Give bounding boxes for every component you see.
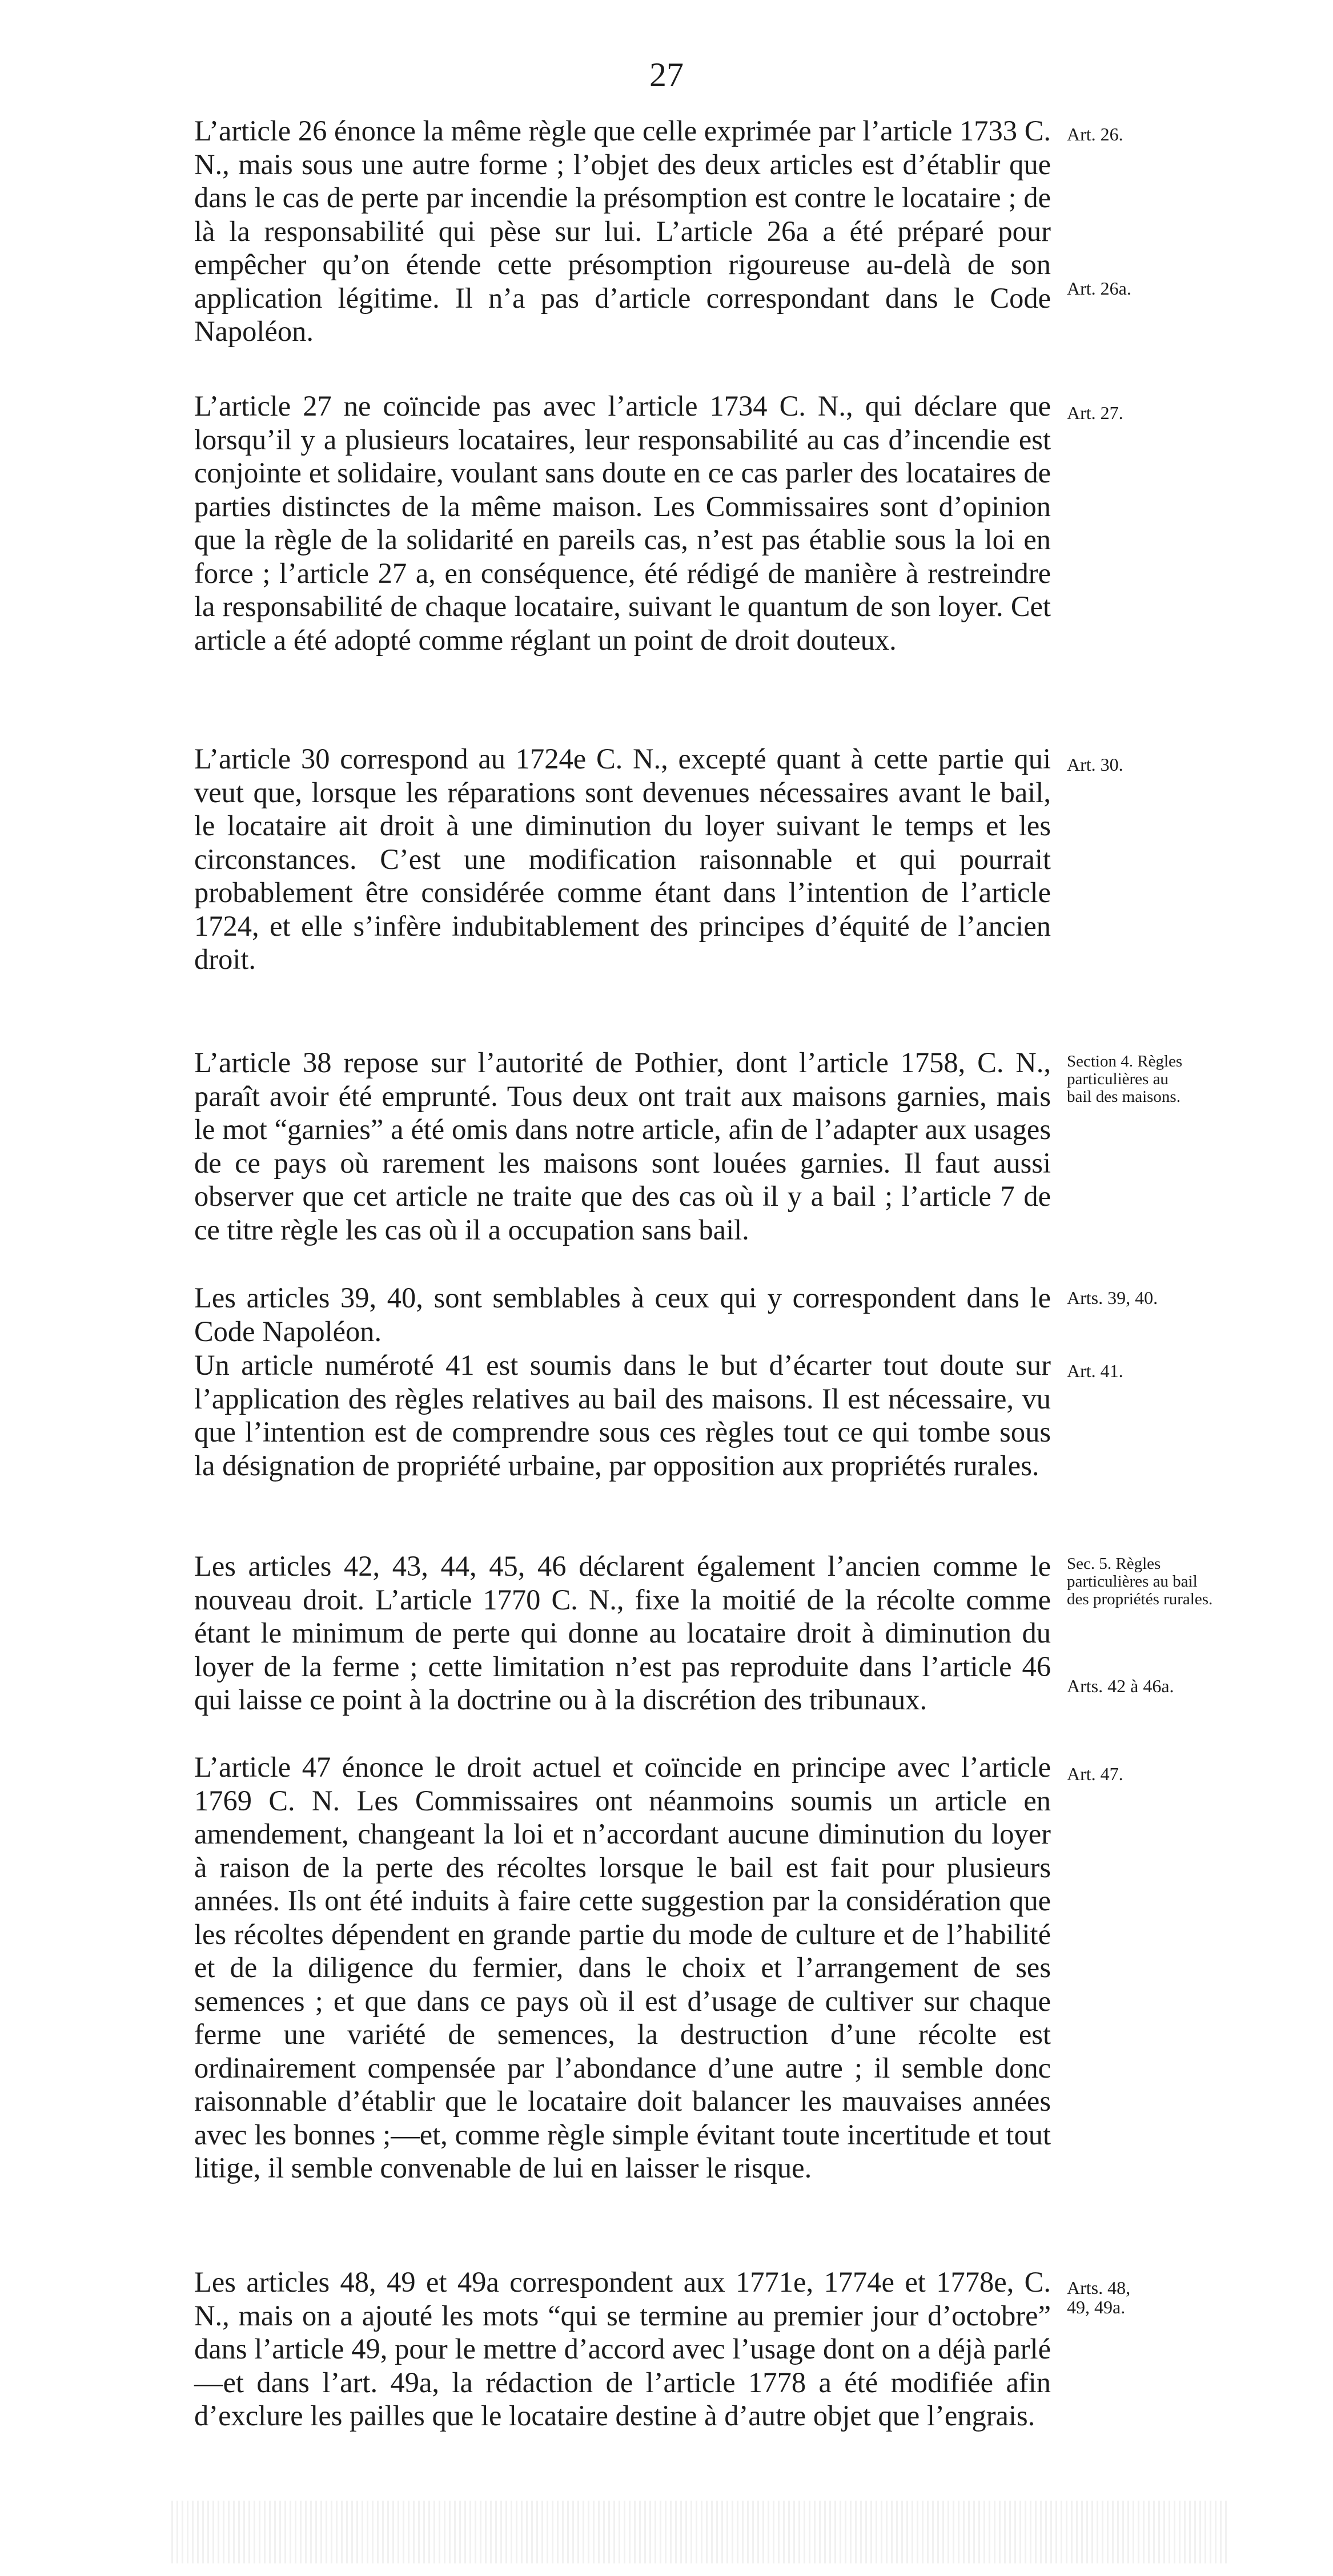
- margin-note-arts-42-46a: Arts. 42 à 46a.: [1067, 1676, 1174, 1696]
- paragraph-text: Un article numéroté 41 est soumis dans le but d’écarter tout doute sur l’application des règles relatives au bail des maisons. Il est nécessaire, vu que l’intention est de comprendre sous ces règles tout ce qui tombe sous la désignation de propriété urbaine, par opposition aux propriétés rurales.: [194, 1349, 1051, 1482]
- margin-note-arts-48-49: Arts. 48, 49, 49a.: [1067, 2277, 1131, 2317]
- paragraph-art-47: [194, 1750, 1051, 2185]
- paragraph-text: L’article 38 repose sur l’autorité de Pothier, dont l’article 1758, C. N., paraît avoir été emprunté. Tous deux ont trait aux maisons garnies, mais le mot “garnies” a été omis dans notre article, afin de l’adapter aux usages de ce pays où rarement les maisons sont louées garnies. Il faut aussi observer que cet article ne traite que des cas où il y a bail ; l’article 7 de ce titre règle les cas où il a occupation sans bail.: [194, 1046, 1051, 1246]
- paragraph-text: L’article 47 énonce le droit actuel et coïncide en principe avec l’article 1769 C. N. Les Commissaires ont néanmoins soumis un article en amendement, changeant la loi et n’accordant aucune diminution du loyer à raison de la perte des récoltes lorsque le bail est fait pour plusieurs années. Ils ont été induits à faire cette suggestion par la considération que les récoltes dépendent en grande partie du mode de culture et de l’habilité et de la diligence du fermier, dans le choix et l’arrangement de ses semences ; et que dans ce pays où il est d’usage de cultiver sur chaque ferme une variété de semences, la destruction d’une récolte est ordinairement compensée par l’abondance d’une autre ; il semble donc raisonnable d’établir que le locataire doit balancer les mauvaises années avec les bonnes ;—et, comme règle simple évitant toute incertitude et tout litige, il semble convenable de lui en laisser le risque.: [194, 1751, 1051, 2184]
- page-number: 27: [649, 56, 684, 94]
- margin-note-section-5: Sec. 5. Règles particulières au bail des propriétés rurales.: [1067, 1555, 1213, 1608]
- paragraph-arts-42-46: [194, 1549, 1051, 1717]
- paragraph-arts-48-49: [194, 2265, 1051, 2433]
- margin-note-art-26: Art. 26.: [1067, 124, 1123, 144]
- paragraph-text: Les articles 39, 40, sont semblables à ceux qui y correspondent dans le Code Napoléon.: [194, 1282, 1051, 1347]
- margin-note-art-30: Art. 30.: [1067, 754, 1123, 775]
- paragraph-art-27: [194, 389, 1051, 657]
- margin-note-arts-39-40: Arts. 39, 40.: [1067, 1287, 1158, 1308]
- margin-note-section-4: Section 4. Règles particulières au bail des maisons.: [1067, 1052, 1183, 1106]
- paragraph-text: L’article 30 correspond au 1724e C. N., excepté quant à cette partie qui veut que, lorsque les réparations sont devenues nécessaires avant le bail, le locataire ait droit à une diminution du loyer suivant le temps et les circonstances. C’est une modification raisonnable et qui pourrait probablement être considérée comme étant dans l’intention de l’article 1724, et elle s’infère indubitablement des principes d’équité de l’ancien droit.: [194, 743, 1051, 975]
- paragraph-art-26: [194, 114, 1051, 348]
- paragraph-text: Les articles 42, 43, 44, 45, 46 déclarent également l’ancien comme le nouveau droit. L’article 1770 C. N., fixe la moitié de la récolte comme étant le minimum de perte qui donne au locataire droit à diminution du loyer de la ferme ; cette limitation n’est pas reproduite dans l’article 46 qui laisse ce point à la doctrine ou à la discrétion des tribunaux.: [194, 1550, 1051, 1716]
- print-bleed-noise: [171, 2501, 1228, 2563]
- paragraph-art-30: [194, 742, 1051, 976]
- margin-note-art-41: Art. 41.: [1067, 1361, 1123, 1381]
- paragraph-art-38: [194, 1046, 1051, 1246]
- paragraph-text: Les articles 48, 49 et 49a correspondent aux 1771e, 1774e et 1778e, C. N., mais on a ajouté les mots “qui se termine au premier jour d’octobre” dans l’article 49, pour le mettre d’accord avec l’usage dont on a déjà parlé—et dans l’art. 49a, la rédaction de l’article 1778 a été modifiée afin d’exclure les pailles que le locataire destine à d’autre objet que l’engrais.: [194, 2266, 1051, 2432]
- paragraph-art-41: [194, 1349, 1051, 1482]
- paragraph-text: L’article 27 ne coïncide pas avec l’article 1734 C. N., qui déclare que lorsqu’il y a plusieurs locataires, leur responsabilité au cas d’incendie est conjointe et solidaire, voulant sans doute en ce cas parler des locataires de parties distinctes de la même maison. Les Commissaires sont d’opinion que la règle de la solidarité en pareils cas, n’est pas établie sous la loi en force ; l’article 27 a, en conséquence, été rédigé de manière à restreindre la responsabilité de chaque locataire, suivant le quantum de son loyer. Cet article a été adopté comme réglant un point de droit douteux.: [194, 390, 1051, 656]
- paragraph-text: L’article 26 énonce la même règle que celle exprimée par l’article 1733 C. N., mais sous une autre forme ; l’objet des deux articles est d’établir que dans le cas de perte par incendie la présomption est contre le locataire ; de là la responsabilité qui pèse sur lui. L’article 26a a été préparé pour empêcher qu’on étende cette présomption rigoureuse au-delà de son application légitime. Il n’a pas d’article correspondant dans le Code Napoléon.: [194, 115, 1051, 347]
- margin-note-art-47: Art. 47.: [1067, 1764, 1123, 1784]
- paragraph-arts-39-40: [194, 1281, 1051, 1348]
- margin-note-art-26a: Art. 26a.: [1067, 278, 1131, 299]
- margin-note-art-27: Art. 27.: [1067, 402, 1123, 423]
